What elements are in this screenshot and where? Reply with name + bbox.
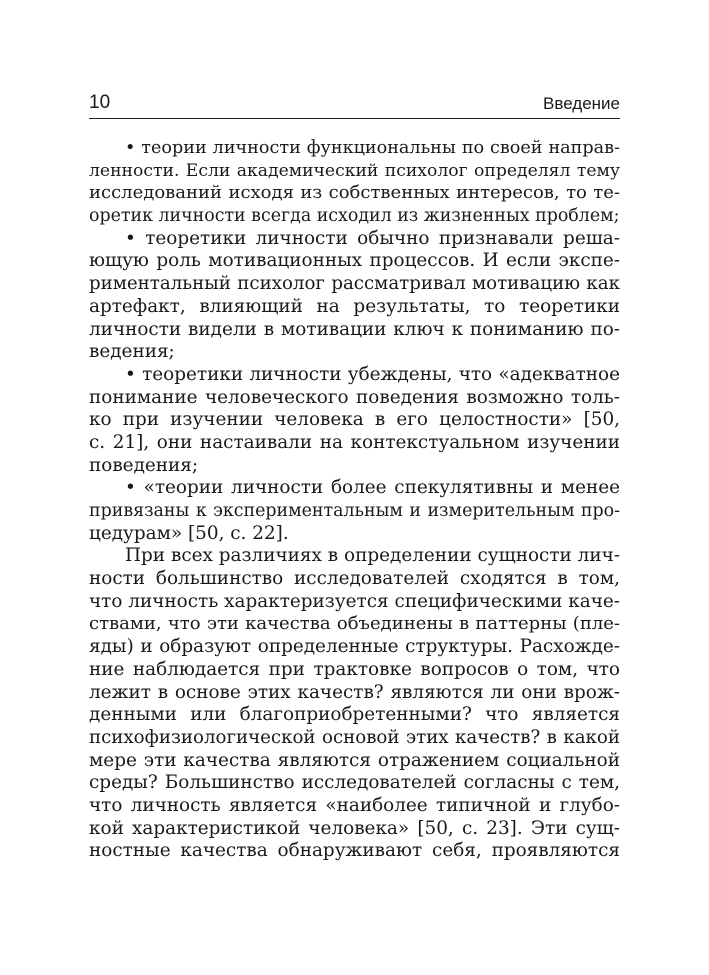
text-line: ние наблюдается при трактовке вопросов о том, что — [89, 658, 620, 680]
text-line: • теории личности функциональны по своей направ- — [125, 138, 620, 158]
text-line: ностные качества обнаруживают себя, проявляются — [89, 840, 620, 862]
page-header — [89, 92, 620, 119]
text-line: лежит в основе этих качеств? являются ли они врож- — [89, 681, 620, 703]
text-line: психофизиологической основой этих качеств? в какой — [89, 726, 620, 748]
text-line: • «теории личности более спекулятивны и менее — [125, 477, 620, 499]
text-line: • теоретики личности обычно признавали реша- — [125, 227, 620, 249]
text-line: личности видели в мотивации ключ к пониманию по- — [89, 318, 620, 340]
text-line: что личность является «наиболее типичной и глубо- — [89, 794, 620, 816]
text-line: ко при изучении человека в его целостности» [50, — [89, 409, 620, 431]
text-line: поведения; — [89, 454, 199, 476]
text-line: денными или благоприобретенными? что является — [89, 704, 620, 726]
text-line: ности большинство исследователей сходятся в том, — [89, 568, 620, 590]
page-number: 10 — [89, 92, 111, 113]
text-line: ведения; — [89, 341, 175, 363]
text-line: артефакт, влияющий на результаты, то теоретики — [89, 295, 620, 317]
text-line: исследований исходя из собственных интересов, то те- — [89, 182, 620, 204]
text-line: При всех различиях в определении сущности лич- — [125, 545, 620, 567]
text-line: ющую роль мотивационных процессов. И если экспе- — [89, 250, 620, 272]
text-line: мере эти качества являются отражением социальной — [89, 749, 620, 771]
running-head: Введение — [543, 94, 620, 113]
body-text — [89, 137, 620, 863]
text-line: цедурам» [50, с. 22]. — [89, 522, 289, 544]
text-line: с. 21], они настаивали на контекстуальном изучении — [89, 431, 620, 453]
text-line: что личность характеризуется специфическими каче- — [89, 590, 620, 612]
text-line: привязаны к экспериментальным и измерительным про- — [89, 501, 620, 521]
text-line: яды) и образуют определенные структуры. Расхожде- — [89, 636, 620, 658]
text-line: • теоретики личности убеждены, что «адекватное — [125, 363, 620, 385]
text-line: среды? Большинство исследователей согласны с тем, — [89, 772, 620, 794]
text-line: ленности. Если академический психолог определял тему — [89, 160, 620, 181]
text-line: понимание человеческого поведения возможно толь- — [89, 386, 620, 408]
text-line: ствами, что эти качества объединены в паттерны (пле- — [89, 613, 620, 635]
text-line: кой характеристикой человека» [50, с. 23]. Эти сущ- — [89, 817, 620, 839]
text-line: оретик личности всегда исходил из жизненных проблем; — [89, 206, 620, 227]
text-line: риментальный психолог рассматривал мотивацию как — [89, 273, 620, 295]
